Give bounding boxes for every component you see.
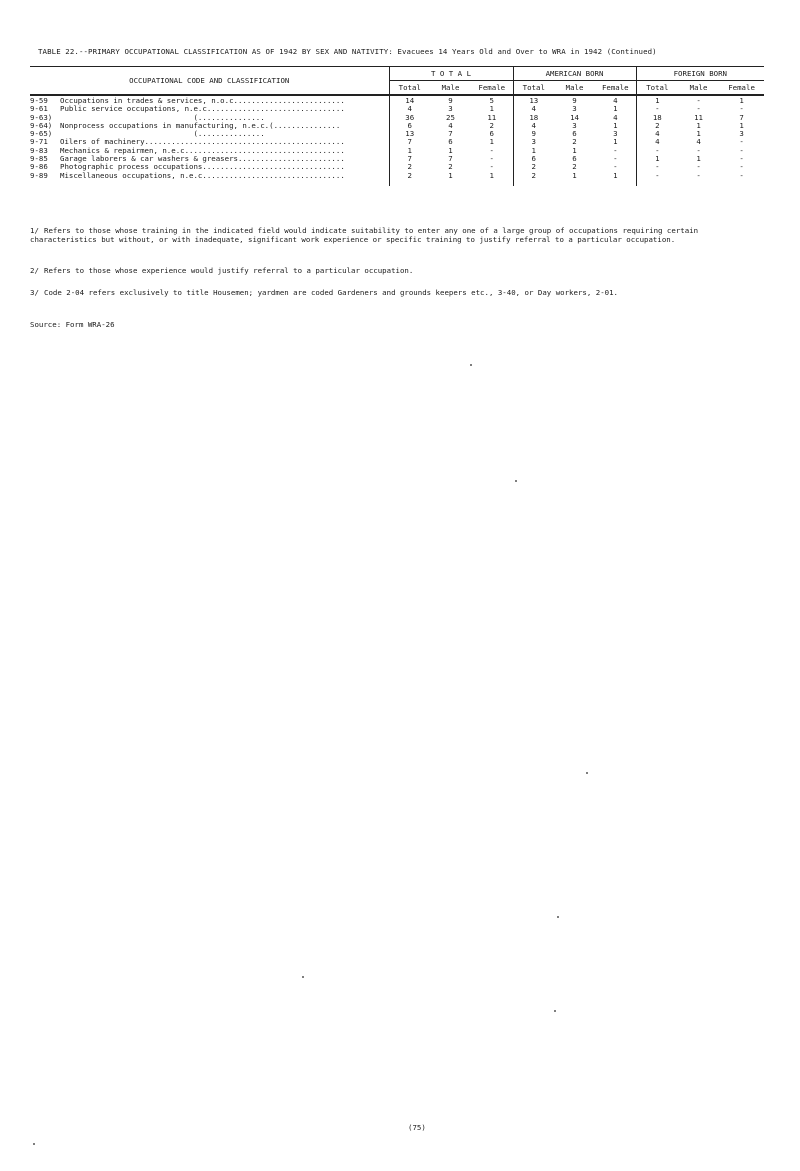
row-classification: Photographic process occupations................................ [60,163,345,172]
row-value: 13 [389,130,430,138]
row-value: 1 [448,145,453,155]
row-value: - [489,145,494,155]
table-row [30,163,764,171]
row-value: - [696,96,701,105]
row-value: 7 [389,155,430,163]
row-value: - [636,105,678,113]
table-row [30,138,764,146]
row-value: 1 [636,97,678,105]
stub-header: OCCUPATIONAL CODE AND CLASSIFICATION [30,67,389,96]
footnote-1 [30,226,768,244]
row-value: - [636,163,678,171]
row-value: 1 [636,155,678,163]
row-code: 9-59 [30,96,48,105]
row-code: 9-89 [30,170,48,180]
row-classification: Miscellaneous occupations, n.e.c................................ [60,171,345,180]
row-value: 1 [513,147,554,155]
row-value: 9 [572,96,577,105]
row-value: 25 [446,112,455,122]
row-value: 14 [570,112,579,122]
row-value: - [739,162,744,172]
row-value: 1 [696,154,701,164]
row-code: 9-86 [30,162,48,172]
row-value: 4 [613,96,618,105]
row-value: 7 [389,138,430,146]
scan-speck [586,772,588,774]
row-value: 6 [448,137,453,147]
sub-header: Total [389,81,430,96]
row-value: 1 [613,170,618,180]
row-value: 18 [636,114,678,122]
table-title: TABLE 22.--PRIMARY OCCUPATIONAL CLASSIFICATION AS OF 1942 BY SEX AND NATIVITY: Evacuees 14 Years Old and Over to WRA in 1942 (Continued) [38,47,657,56]
sub-header: Total [513,81,554,96]
sub-header: Female [719,81,764,96]
row-value: 13 [513,97,554,105]
row-value: 1 [489,170,494,180]
row-value: 1 [696,120,701,130]
row-code: 9-65) [30,129,53,139]
row-value: 7 [448,154,453,164]
row-value: - [739,104,744,114]
row-classification: Mechanics & repairmen, n.e.c.................................... [60,146,345,155]
footnote-marker: 1/ [30,226,39,235]
row-value: 4 [613,112,618,122]
row-value: 18 [513,114,554,122]
row-value: 1 [613,104,618,114]
row-code: 9-64) [30,120,53,130]
row-code: 9-85 [30,154,48,164]
row-value: 2 [389,163,430,171]
row-value: 4 [513,122,554,130]
row-classification: (............... [60,113,265,122]
row-code: 9-63) [30,112,53,122]
row-value: - [739,137,744,147]
row-classification: Oilers of machinery............................................. [60,138,345,147]
row-value: - [739,170,744,180]
sub-header: Total [636,81,678,96]
row-value: - [739,145,744,155]
table-row [30,122,764,130]
row-value: - [613,162,618,172]
footnote-text: Code 2-04 refers exclusively to title Housemen; yardmen are coded Gardeners and grounds keepers etc., 3-40, or Day workers, 2-01. [44,288,618,297]
row-value: 6 [572,154,577,164]
row-value: 1 [572,170,577,180]
row-value: 3 [572,104,577,114]
group-header-foreign-born: FOREIGN BORN [636,67,764,81]
sub-header: Male [678,81,719,96]
footnote-text: Refers to those whose experience would justify referral to a particular occupation. [44,266,414,275]
sub-header: Male [430,81,471,96]
row-value: 1 [696,129,701,139]
row-value: 4 [636,130,678,138]
row-value: 11 [487,112,497,122]
sub-header: Male [554,81,595,96]
table-row [30,147,764,155]
row-classification: (............... [60,130,265,139]
row-classification: Nonprocess occupations in manufacturing, n.e.c.(............... [60,121,341,130]
row-classification: Public service occupations, n.e.c............................... [60,105,345,114]
row-value: 7 [739,112,744,122]
row-value: 9 [513,130,554,138]
scan-speck [33,1143,35,1145]
table-row [30,114,764,122]
row-value: 3 [572,120,577,130]
sub-header: Female [595,81,636,96]
row-value: 1 [739,120,744,130]
occupation-table [30,66,764,186]
table-row [30,172,764,180]
row-value: 9 [448,96,453,105]
table-end-spacer [30,180,764,186]
row-value: - [739,154,744,164]
source-note: Source: Form WRA-26 [30,320,115,329]
row-value: 4 [448,120,453,130]
table-row [30,130,764,138]
row-value: 1 [389,147,430,155]
row-code: 9-83 [30,145,48,155]
table-body [30,97,764,186]
row-classification: Occupations in trades & services, n.o.c......................... [60,97,345,105]
row-value: 1 [448,170,453,180]
row-value: 3 [613,129,618,139]
row-value: 4 [513,105,554,113]
row-value: 1 [739,96,744,105]
row-value: 6 [572,129,577,139]
row-value: - [489,154,494,164]
footnote-2 [30,266,768,275]
row-value: 3 [448,104,453,114]
row-code: 9-61 [30,104,48,114]
row-value: 2 [389,172,430,180]
row-value: 2 [572,162,577,172]
footnote-text: Refers to those whose training in the indicated field would indicate suitability to enter any one of a large group of occupations requiring certain characteristics but without, or with inadequate, significant work experience or specific training to justify referral to a particular occupation. [30,226,699,244]
row-value: 6 [389,122,430,130]
scan-speck [470,364,472,366]
row-value: 6 [489,129,494,139]
row-value: - [636,147,678,155]
row-value: 7 [448,129,453,139]
row-code: 9-71 [30,137,48,147]
row-value: 11 [694,112,704,122]
row-value: 1 [489,137,494,147]
row-value: - [696,170,701,180]
table-row [30,97,764,105]
footnote-marker: 2/ [30,266,39,275]
row-value: 2 [572,137,577,147]
row-value: 3 [739,129,744,139]
row-value: 1 [613,137,618,147]
group-header-total: T O T A L [389,67,513,81]
row-value: 6 [513,155,554,163]
row-value: 1 [489,104,494,114]
scan-speck [302,976,304,978]
group-header-american-born: AMERICAN BORN [513,67,636,81]
row-value: - [613,154,618,164]
row-value: - [696,145,701,155]
row-classification: Garage laborers & car washers & greasers........................ [60,155,345,164]
row-value: 3 [513,138,554,146]
row-value: 4 [696,137,701,147]
row-value: 2 [636,122,678,130]
footnote-marker: 3/ [30,288,39,297]
row-value: - [636,172,678,180]
row-value: 36 [389,114,430,122]
sub-header: Female [471,81,513,96]
scan-speck [554,1010,556,1012]
row-value: 4 [636,138,678,146]
footnote-3 [30,288,768,297]
group-header-row [30,67,764,81]
row-value: 5 [489,96,494,105]
row-value: 1 [613,120,618,130]
row-value: - [489,162,494,172]
row-value: 2 [448,162,453,172]
row-value: 14 [389,97,430,105]
scan-speck [515,480,517,482]
row-value: - [696,104,701,114]
table-row [30,155,764,163]
row-value: 2 [513,172,554,180]
row-value: 1 [572,145,577,155]
page-number: (75) [408,1123,426,1132]
row-value: - [696,162,701,172]
scan-speck [557,916,559,918]
row-value: 2 [513,163,554,171]
row-value: - [613,145,618,155]
row-value: 4 [389,105,430,113]
row-value: 2 [489,120,494,130]
